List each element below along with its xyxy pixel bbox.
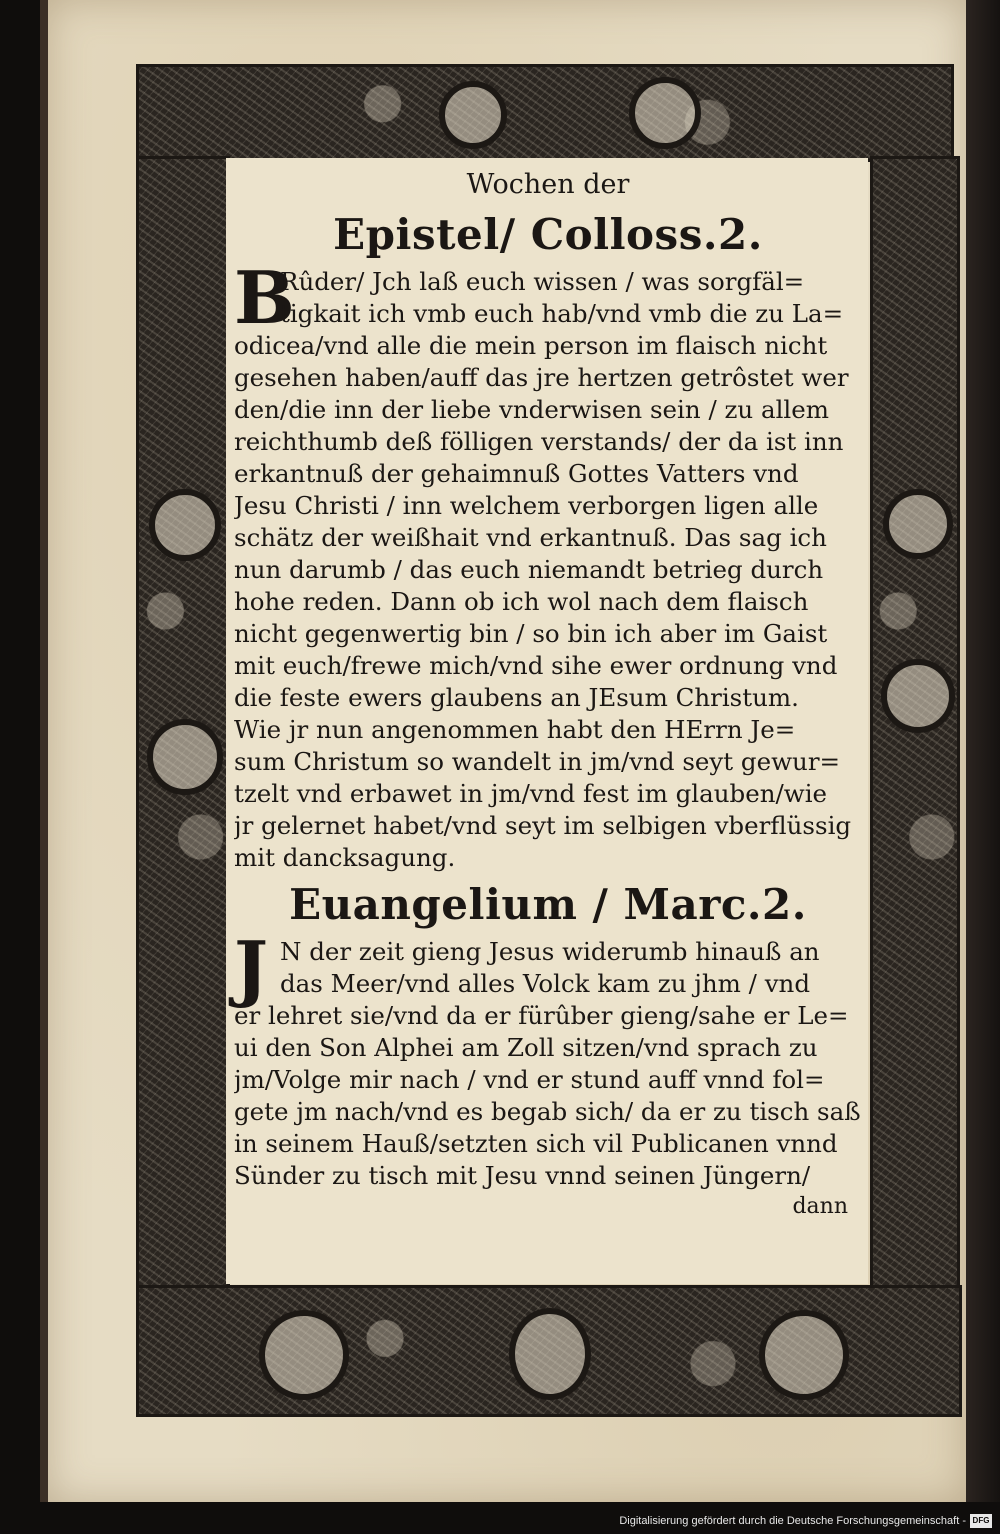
text-line: gesehen haben/auff das jre hertzen getrôstet wer [234,363,849,392]
text-line: gete jm nach/vnd es begab sich/ da er zu tisch saß [234,1097,861,1126]
ornament [509,1308,591,1400]
text-line: er lehret sie/vnd da er fürûber gieng/sahe er Le= [234,1001,849,1030]
text-line: tzelt vnd erbawet in jm/vnd fest im glauben/wie [234,779,828,808]
text-line: tigkait ich vmb euch hab/vnd vmb die zu La= [280,299,844,328]
epistle-title: Epistel/ Colloss.2. [333,210,763,259]
woodcut-border-bottom [136,1285,962,1417]
text-line: den/die inn der liebe vnderwisen sein / zu allem [234,395,829,424]
ornament [883,489,953,559]
gospel-title: Euangelium / Marc.2. [289,880,807,929]
text-line: Rûder/ Jch laß euch wissen / was sorgfäl= [280,267,805,296]
ornament [759,1310,849,1400]
ornament [881,659,955,733]
page-content [234,166,862,1222]
drop-initial: J [234,925,269,1010]
text-line: Sünder zu tisch mit Jesu vnnd seinen Jüngern/ [234,1161,811,1190]
footer-credit: Digitalisierung gefördert durch die Deutsche Forschungsgemeinschaft - [619,1515,966,1527]
text-line: mit euch/frewe mich/vnd sihe ewer ordnung vnd [234,651,838,680]
text-line: ui den Son Alphei am Zoll sitzen/vnd sprach zu [234,1033,818,1062]
text-line: hohe reden. Dann ob ich wol nach dem flaisch [234,587,809,616]
ornament [149,489,221,561]
text-line: odicea/vnd alle die mein person im flaisch nicht [234,331,828,360]
running-head: Wochen der [466,169,630,200]
text-line: schätz der weißhait vnd erkantnuß. Das sag ich [234,523,827,552]
ornament [259,1310,349,1400]
woodcut-border-right [870,156,960,1292]
text-line: jm/Volge mir nach / vnd er stund auff vnnd fol= [234,1065,825,1094]
text-line: erkantnuß der gehaimnuß Gottes Vatters vnd [234,459,799,488]
dfg-logo: DFG [970,1514,992,1528]
epistle-text [234,255,862,874]
catchword: dann [792,1194,848,1219]
text-line: das Meer/vnd alles Volck kam zu jhm / vnd [280,969,811,998]
woodcut-border-top [136,64,954,162]
text-line: nicht gegenwertig bin / so bin ich aber im Gaist [234,619,828,648]
ornament [629,77,701,149]
ornament [147,719,223,795]
book-spine-right [966,0,1000,1502]
text-line: nun darumb / das euch niemandt betrieg durch [234,555,824,584]
text-line: die feste ewers glaubens an JEsum Christum. [234,683,799,712]
woodcut-border-left [136,156,230,1292]
drop-initial: B [234,255,295,340]
text-line: sum Christum so wandelt in jm/vnd seyt gewur= [234,747,841,776]
text-line: in seinem Hauß/setzten sich vil Publicanen vnnd [234,1129,838,1158]
text-line: Wie jr nun angenommen habt den HErrn Je= [234,715,796,744]
text-line: Jesu Christi / inn welchem verborgen ligen alle [234,491,819,520]
text-line: reichthumb deß fölligen verstands/ der da ist inn [234,427,844,456]
gospel-text [234,925,862,1192]
text-line: jr gelernet habet/vnd seyt im selbigen vberflüssig [234,811,852,840]
text-line: mit dancksagung. [234,843,456,872]
ornament [439,81,507,149]
text-line: N der zeit gieng Jesus widerumb hinauß an [280,937,820,966]
